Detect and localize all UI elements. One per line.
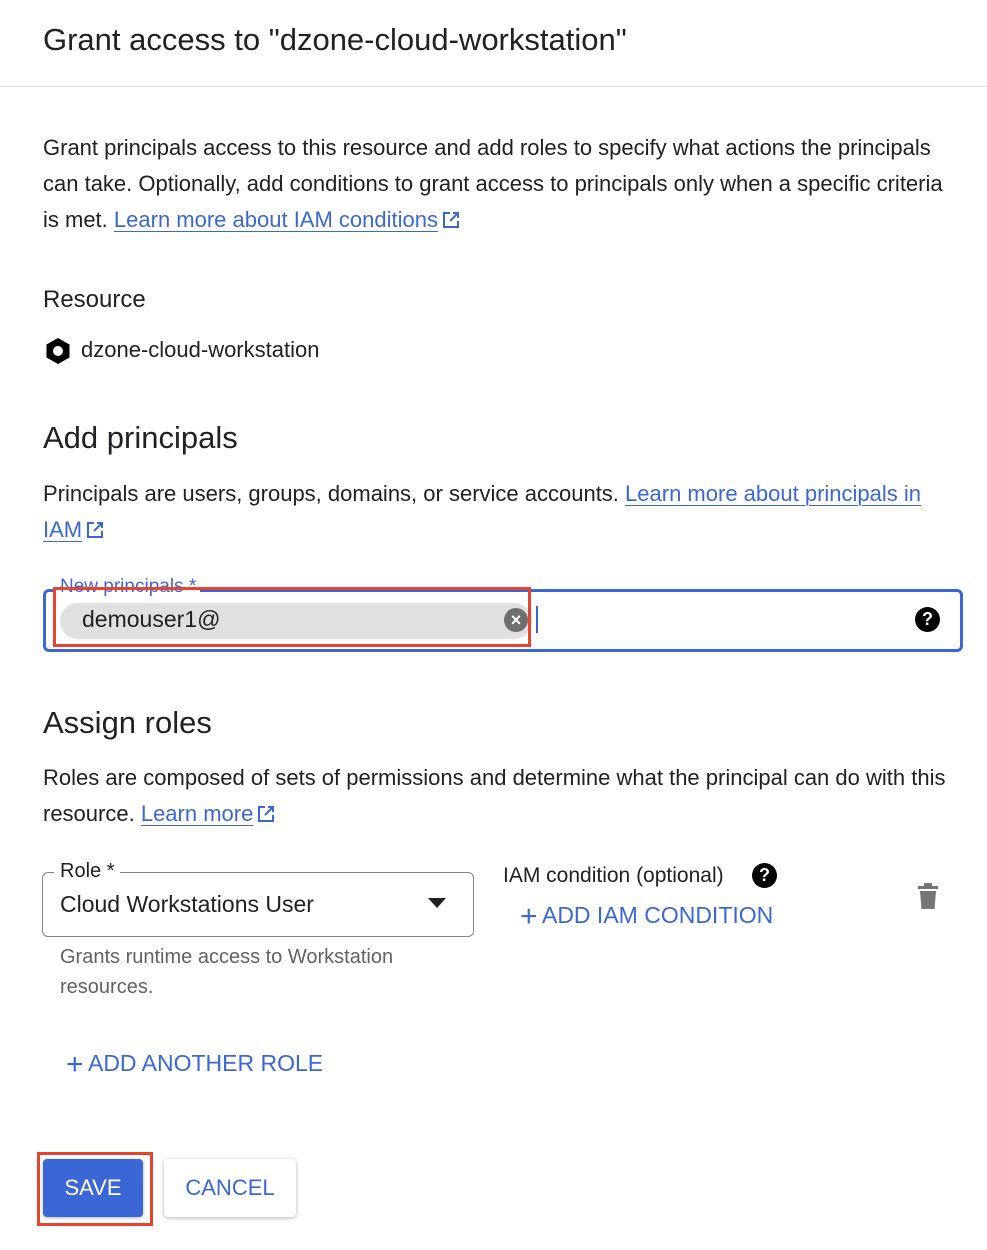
condition-help-icon[interactable]: ? <box>752 863 777 888</box>
add-iam-condition-label: ADD IAM CONDITION <box>541 902 774 928</box>
plus-icon: + <box>66 1048 84 1081</box>
delete-icon[interactable] <box>918 883 938 909</box>
iam-conditions-link-label: Learn more about IAM conditions <box>113 207 438 232</box>
dialog-title: Grant access to "dzone-cloud-workstation" <box>43 22 627 57</box>
principals-text <box>43 476 953 548</box>
dropdown-arrow-icon[interactable] <box>428 898 446 908</box>
roles-learn-more-link[interactable] <box>141 801 276 826</box>
iam-conditions-link[interactable] <box>114 207 460 232</box>
add-another-role-label: ADD ANOTHER ROLE <box>87 1050 324 1076</box>
new-principals-label: New principals * <box>56 576 200 598</box>
intro-body: Grant principals access to this resource and add roles to specify what actions the principals can take. Optionally, add conditions to grant access to principals only when a specific criteria is met. <box>43 135 943 232</box>
highlight-box <box>53 587 531 647</box>
roles-link-label: Learn more <box>140 801 254 826</box>
intro-text <box>43 130 953 238</box>
help-icon[interactable]: ? <box>915 607 940 632</box>
role-value: Cloud Workstations User <box>60 891 314 917</box>
principals-body: Principals are users, groups, domains, or service accounts. <box>43 481 626 506</box>
resource-heading: Resource <box>43 286 146 313</box>
external-link-icon <box>442 211 460 229</box>
iam-condition-label: IAM condition (optional) <box>503 864 724 887</box>
roles-body: Roles are composed of sets of permissions and determine what the principal can do with this resource. <box>43 765 946 826</box>
cancel-button[interactable]: CANCEL <box>164 1159 296 1217</box>
assign-roles-heading: Assign roles <box>43 705 212 740</box>
principals-link-label: Learn more about principals in IAM <box>43 481 921 542</box>
resource-name: dzone-cloud-workstation <box>81 337 320 362</box>
add-iam-condition-button[interactable] <box>520 900 773 934</box>
external-link-icon <box>86 521 104 539</box>
save-button[interactable]: SAVE <box>43 1159 143 1217</box>
roles-text <box>43 760 953 832</box>
add-another-role-button[interactable] <box>66 1048 323 1082</box>
workstation-icon <box>44 337 72 365</box>
remove-chip-icon[interactable]: × <box>504 608 528 632</box>
text-cursor <box>536 606 538 633</box>
external-link-icon <box>257 805 275 823</box>
principal-chip-text: demouser1@ <box>82 606 221 632</box>
add-principals-heading: Add principals <box>43 420 238 455</box>
role-hint: Grants runtime access to Workstation resources. <box>60 946 394 998</box>
plus-icon: + <box>520 900 538 933</box>
role-label: Role * <box>54 860 120 883</box>
